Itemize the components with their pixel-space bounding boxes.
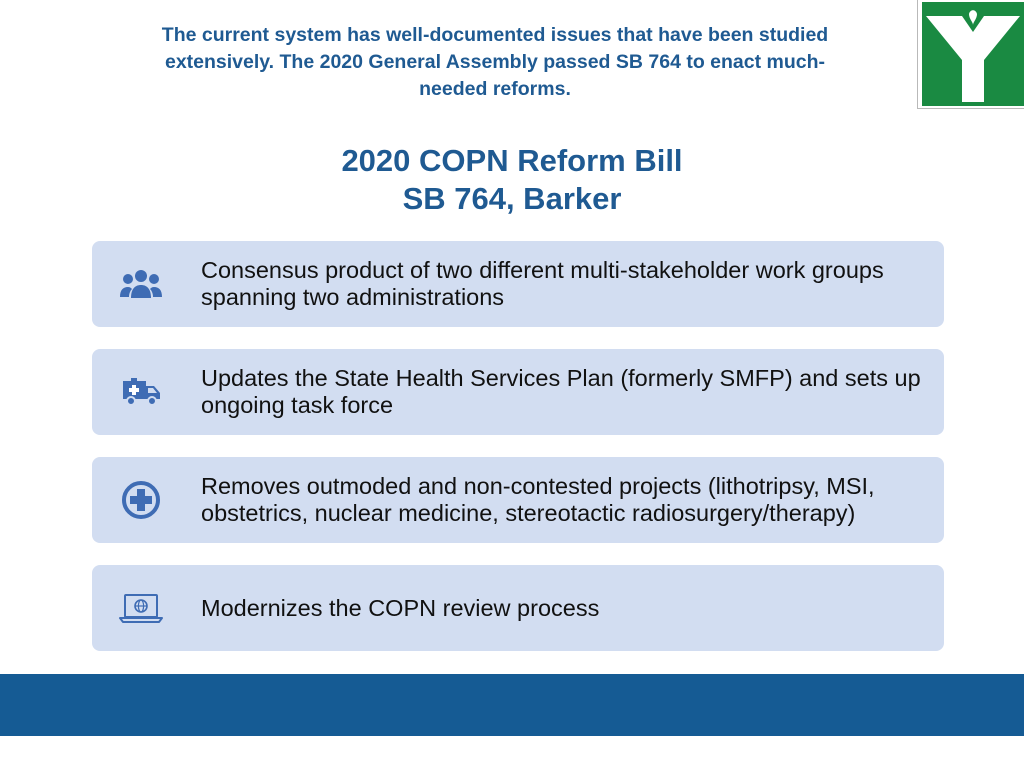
reform-point-card-3 <box>92 457 944 543</box>
reform-point-text: Removes outmoded and non-contested projects (lithotripsy, MSI, obstetrics, nuclear medicine, stereotactic radiosurgery/therapy) <box>201 473 875 526</box>
reform-point-card-2 <box>92 349 944 435</box>
footer-band <box>0 674 1024 736</box>
reform-point-text: Consensus product of two different multi-stakeholder work groups spanning two administrations <box>201 257 884 310</box>
medical-plus-icon <box>118 479 164 521</box>
slide-title <box>262 142 762 218</box>
reform-point-card-1 <box>92 241 944 327</box>
reform-point-card-4 <box>92 565 944 651</box>
people-group-icon <box>118 263 164 305</box>
ambulance-icon <box>118 371 164 413</box>
reform-point-text: Modernizes the COPN review process <box>201 594 600 621</box>
slide-title-line-1: 2020 COPN Reform Bill <box>341 143 683 178</box>
logo-y-mark-icon <box>922 2 1024 106</box>
slide-title-line-2: SB 764, Barker <box>402 181 622 216</box>
organization-logo <box>917 0 1024 109</box>
logo-green-tile <box>922 2 1024 106</box>
intro-statement: The current system has well-documented issues that have been studied extensively. The 2020 General Assembly passed SB 764 to enact much-needed reforms. <box>161 24 829 100</box>
reform-point-text: Updates the State Health Services Plan (formerly SMFP) and sets up ongoing task force <box>201 365 921 418</box>
laptop-globe-icon <box>118 587 164 629</box>
